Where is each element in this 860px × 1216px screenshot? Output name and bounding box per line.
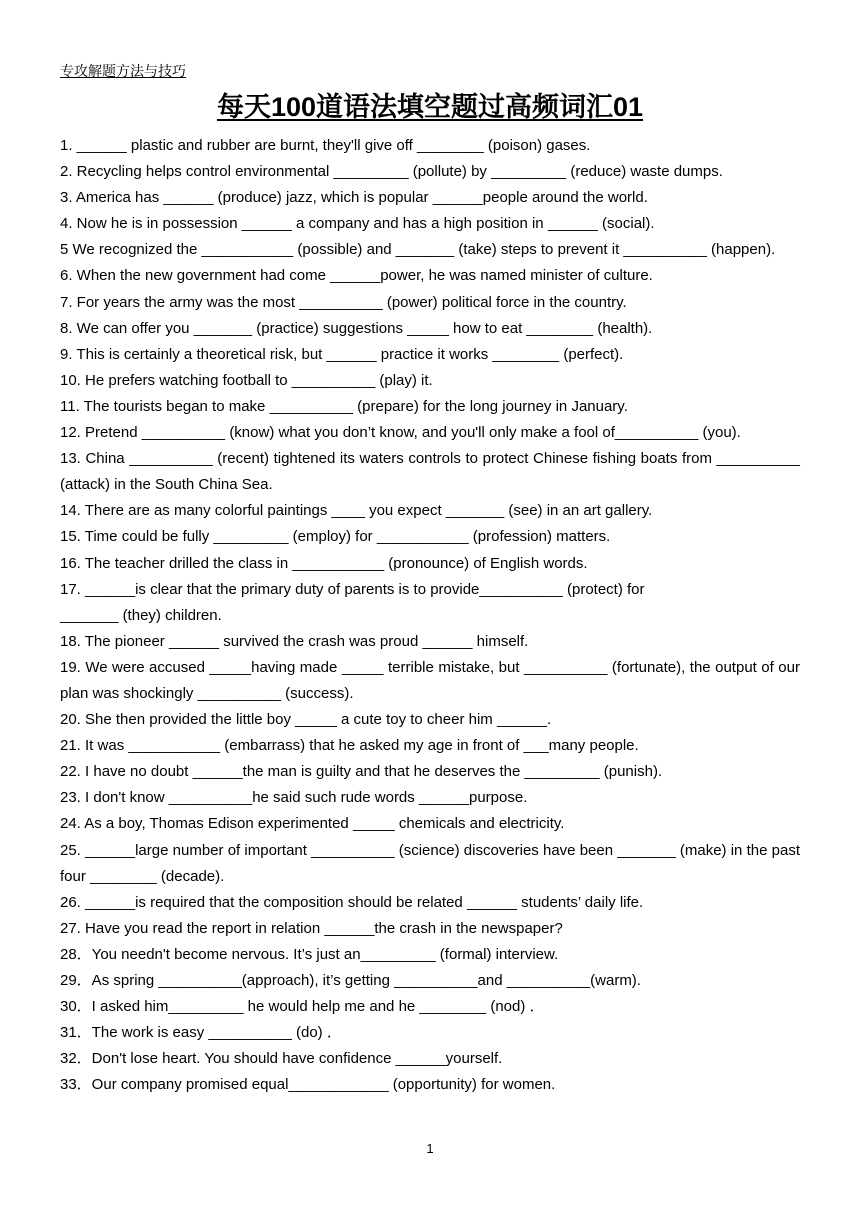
page-number: 1 <box>426 1141 434 1156</box>
exercise-item: 22. I have no doubt ______the man is guilty and that he deserves the _________ (punish). <box>60 763 663 781</box>
exercise-item: 5 We recognized the ___________ (possible) and _______ (take) steps to prevent it __________ (happen). <box>60 241 776 259</box>
exercise-item: 25. ______large number of important __________ (science) discoveries have been _______ (make) in the past four ________ (decade). <box>60 841 800 885</box>
exercise-item: 9. This is certainly a theoretical risk, but ______ practice it works ________ (perfect). <box>60 345 624 363</box>
exercise-item: 2. Recycling helps control environmental _________ (pollute) by _________ (reduce) waste dumps. <box>60 163 723 181</box>
exercise-item: 17. ______is clear that the primary duty of parents is to provide__________ (protect) for _______ (they) children. <box>60 580 645 624</box>
exercise-item: 8. We can offer you _______ (practice) suggestions _____ how to eat ________ (health). <box>60 319 653 337</box>
exercise-item: 15. Time could be fully _________ (employ) for ___________ (profession) matters. <box>60 528 611 546</box>
exercise-item: 28．You needn't become nervous. It’s just an_________ (formal) interview. <box>60 945 559 963</box>
exercise-item: 26. ______is required that the composition should be related ______ students’ daily life. <box>60 893 644 911</box>
exercise-item: 19. We were accused _____having made _____ terrible mistake, but __________ (fortunate), the output of our plan was shockingly __________ (success). <box>60 658 800 702</box>
exercise-item: 6. When the new government had come ______power, he was named minister of culture. <box>60 267 653 285</box>
exercise-item: 11. The tourists began to make __________ (prepare) for the long journey in January. <box>60 397 628 415</box>
title-text: 每天100道语法填空题过高频词汇01 <box>216 92 644 122</box>
exercise-item: 14. There are as many colorful paintings ____ you expect _______ (see) in an art gallery. <box>60 502 653 520</box>
exercise-item: 18. The pioneer ______ survived the crash was proud ______ himself. <box>60 632 529 650</box>
exercise-list <box>60 133 800 1098</box>
exercise-item: 29．As spring __________(approach), it’s getting __________and __________(warm). <box>60 972 641 989</box>
exercise-item: 16. The teacher drilled the class in ___________ (pronounce) of English words. <box>60 554 588 572</box>
page-header: 专攻解题方法与技巧 <box>60 63 186 79</box>
exercise-item: 23. I don't know __________he said such rude words ______purpose. <box>60 789 528 807</box>
exercise-item: 24. As a boy, Thomas Edison experimented _____ chemicals and electricity. <box>60 815 565 833</box>
exercise-item: 30．I asked him_________ he would help me and he ________ (nod) ． <box>60 998 545 1016</box>
page-title <box>0 91 860 123</box>
exercise-item: 10. He prefers watching football to __________ (play) it. <box>60 371 433 389</box>
exercise-item: 27. Have you read the report in relation ______the crash in the newspaper? <box>60 919 563 937</box>
exercise-item: 31．The work is easy __________ (do) ． <box>60 1024 342 1042</box>
exercise-item: 12. Pretend __________ (know) what you don’t know, and you'll only make a fool of__________ (you). <box>60 424 741 442</box>
exercise-item: 13. China __________ (recent) tightened its waters controls to protect Chinese fishing boats from __________ (attack) in the South China Sea. <box>60 450 800 494</box>
exercise-item: 7. For years the army was the most __________ (power) political force in the country. <box>60 293 627 311</box>
exercise-item: 3. America has ______ (produce) jazz, which is popular ______people around the world. <box>60 189 648 207</box>
exercise-item: 4. Now he is in possession ______ a company and has a high position in ______ (social). <box>60 215 655 233</box>
exercise-item: 33．Our company promised equal____________ (opportunity) for women. <box>60 1076 556 1094</box>
exercise-item: 1. ______ plastic and rubber are burnt, they'll give off ________ (poison) gases. <box>60 137 591 154</box>
exercise-item: 32．Don't lose heart. You should have confidence ______yourself. <box>60 1050 503 1068</box>
exercise-item: 21. It was ___________ (embarrass) that he asked my age in front of ___many people. <box>60 737 639 755</box>
exercise-item: 20. She then provided the little boy _____ a cute toy to cheer him ______. <box>60 711 552 729</box>
